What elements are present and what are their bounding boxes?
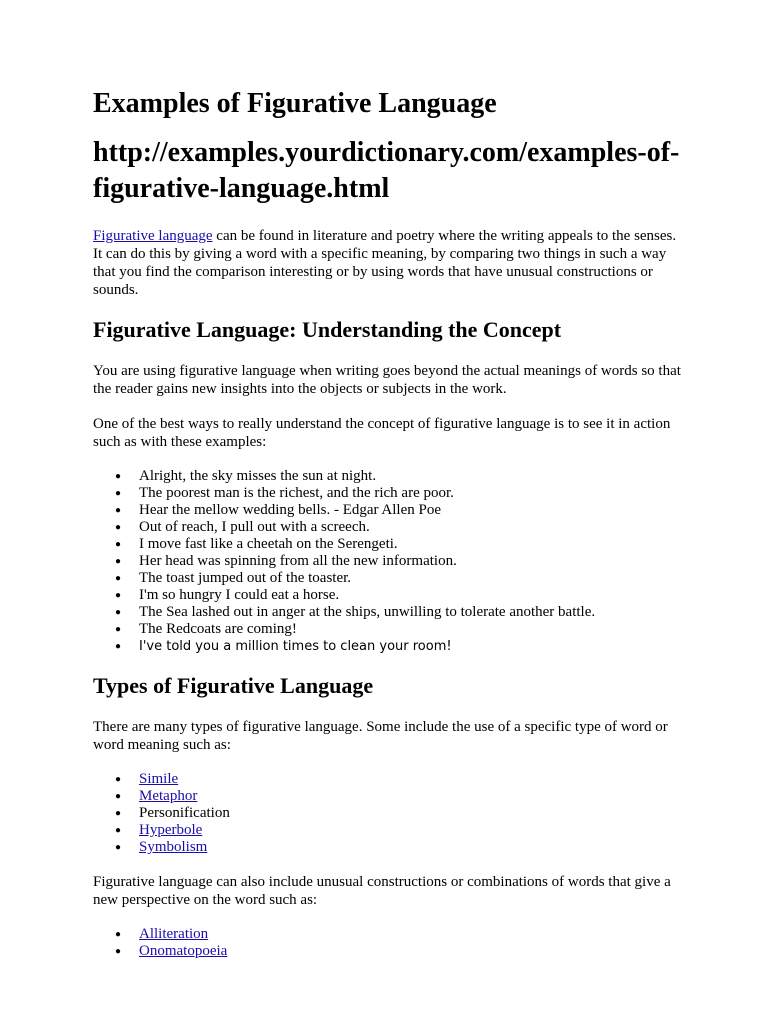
symbolism-link[interactable]: Symbolism (139, 839, 208, 855)
bullet-icon: ● (115, 624, 122, 635)
concept-paragraph-2: One of the best ways to really understand the concept of figurative language is to see it in action such as with these examples: (93, 416, 671, 450)
bullet-icon: ● (115, 539, 122, 550)
url-heading: http://examples.yourdictionary.com/examples-of-figurative-language.html (93, 137, 680, 204)
bullet-icon: ● (115, 573, 122, 584)
alliteration-link[interactable]: Alliteration (139, 926, 209, 942)
bullet-icon: ● (115, 505, 122, 516)
constructions-paragraph: Figurative language can also include unusual constructions or combinations of words that give a new perspective on the word such as: (93, 874, 671, 908)
bullet-icon: ● (115, 808, 122, 819)
bullet-icon: ● (115, 929, 122, 940)
intro-text: can be found in literature and poetry where the writing appeals to the senses. It can do this by giving a word with a specific meaning, by comparing two things in such a way that you find the comparison interesting or by using words that have unusual constructions or sounds. (93, 228, 677, 298)
bullet-icon: ● (115, 842, 122, 853)
list-item-alliteration (93, 926, 688, 943)
bullet-icon: ● (115, 607, 122, 618)
list-item: ● Alright, the sky misses the sun at night. (115, 468, 377, 484)
hyperbole-link[interactable]: Hyperbole (139, 822, 203, 838)
list-item: ● The toast jumped out of the toaster. (115, 570, 352, 586)
bullet-icon: ● (115, 641, 122, 652)
list-item: ● Her head was spinning from all the new information. (115, 553, 457, 569)
metaphor-link[interactable]: Metaphor (139, 788, 198, 804)
onomatopoeia-link[interactable]: Onomatopoeia (139, 943, 228, 959)
bullet-icon: ● (115, 488, 122, 499)
list-item-personification (93, 805, 688, 822)
bullet-icon: ● (115, 825, 122, 836)
figurative-language-link[interactable]: Figurative language (93, 228, 213, 244)
list-item-symbolism (93, 839, 688, 856)
types-list (93, 771, 688, 856)
list-item: ● Out of reach, I pull out with a screech. (115, 519, 370, 535)
intro-paragraph (93, 227, 688, 299)
personification-text: Personification (139, 805, 230, 821)
bullet-icon: ● (115, 471, 122, 482)
concept-paragraph-1: You are using figurative language when writing goes beyond the actual meanings of words so that the reader gains new insights into the objects or subjects in the work. (93, 363, 681, 397)
list-item: ● I move fast like a cheetah on the Serengeti. (115, 536, 398, 552)
bullet-icon: ● (115, 556, 122, 567)
section-heading-types: Types of Figurative Language (93, 673, 374, 698)
list-item-simile (93, 771, 688, 788)
list-item: ● Hear the mellow wedding bells. - Edgar Allen Poe (115, 502, 442, 518)
constructions-list (93, 926, 688, 960)
section-heading-concept: Figurative Language: Understanding the Concept (93, 317, 562, 342)
types-paragraph: There are many types of figurative language. Some include the use of a specific type of word or word meaning such as: (93, 719, 668, 753)
list-item: ● The Sea lashed out in anger at the ships, unwilling to tolerate another battle. (115, 604, 596, 620)
examples-list (93, 468, 688, 655)
bullet-icon: ● (115, 590, 122, 601)
list-item: ● The poorest man is the richest, and the rich are poor. (115, 485, 454, 501)
page-title: Examples of Figurative Language (93, 88, 497, 119)
list-item: ● I'm so hungry I could eat a horse. (115, 587, 340, 603)
bullet-icon: ● (115, 774, 122, 785)
bullet-icon: ● (115, 522, 122, 533)
list-item-metaphor (93, 788, 688, 805)
bullet-icon: ● (115, 946, 122, 957)
list-item: ● I've told you a million times to clean your room! (115, 639, 452, 654)
list-item-hyperbole (93, 822, 688, 839)
list-item-onomatopoeia (93, 943, 688, 960)
list-item: ● The Redcoats are coming! (115, 621, 297, 637)
simile-link[interactable]: Simile (139, 771, 179, 787)
bullet-icon: ● (115, 791, 122, 802)
